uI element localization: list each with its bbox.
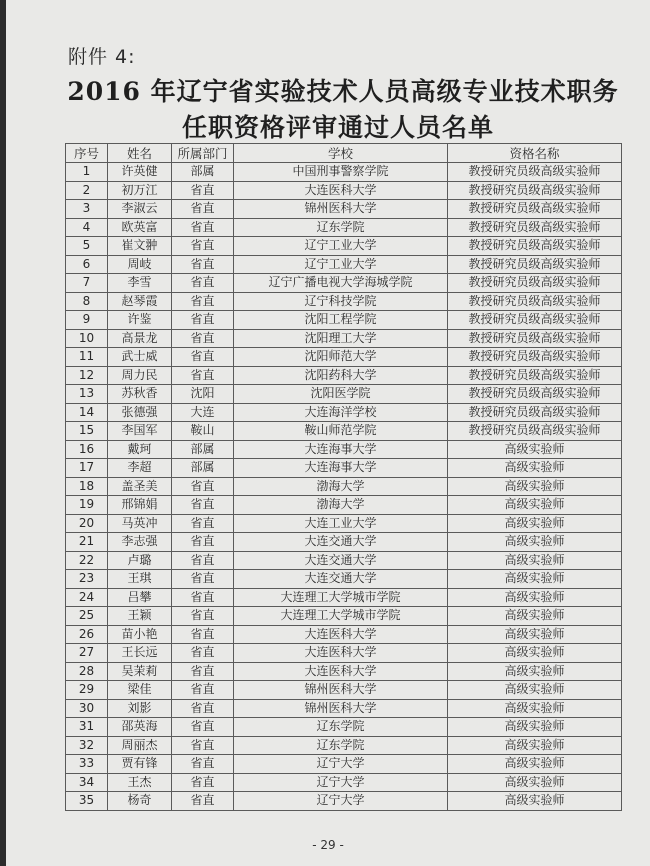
cell-dept: 省直 <box>172 237 234 256</box>
cell-dept: 省直 <box>172 255 234 274</box>
cell-name: 刘影 <box>108 699 172 718</box>
table-row <box>66 422 622 441</box>
cell-qualification: 教授研究员级高级实验师 <box>448 329 622 348</box>
cell-dept: 鞍山 <box>172 422 234 441</box>
cell-no: 15 <box>66 422 108 441</box>
cell-qualification: 教授研究员级高级实验师 <box>448 237 622 256</box>
cell-qualification: 高级实验师 <box>448 477 622 496</box>
cell-dept: 省直 <box>172 792 234 811</box>
cell-school: 锦州医科大学 <box>234 681 448 700</box>
cell-name: 盖圣美 <box>108 477 172 496</box>
cell-qualification: 高级实验师 <box>448 718 622 737</box>
cell-dept: 省直 <box>172 292 234 311</box>
cell-qualification: 教授研究员级高级实验师 <box>448 200 622 219</box>
cell-qualification: 教授研究员级高级实验师 <box>448 422 622 441</box>
table-row <box>66 292 622 311</box>
table-body <box>66 163 622 811</box>
cell-no: 21 <box>66 533 108 552</box>
cell-name: 李国军 <box>108 422 172 441</box>
cell-school: 沈阳理工大学 <box>234 329 448 348</box>
cell-name: 李雪 <box>108 274 172 293</box>
cell-name: 初万江 <box>108 181 172 200</box>
cell-no: 26 <box>66 625 108 644</box>
table-row <box>66 181 622 200</box>
header-dept: 所属部门 <box>172 144 234 163</box>
cell-name: 王琪 <box>108 570 172 589</box>
cell-name: 许英健 <box>108 163 172 182</box>
cell-dept: 省直 <box>172 477 234 496</box>
cell-dept: 省直 <box>172 736 234 755</box>
table-row <box>66 255 622 274</box>
cell-qualification: 高级实验师 <box>448 496 622 515</box>
cell-dept: 省直 <box>172 348 234 367</box>
table-row <box>66 514 622 533</box>
cell-dept: 部属 <box>172 163 234 182</box>
cell-qualification: 高级实验师 <box>448 773 622 792</box>
table-row <box>66 403 622 422</box>
cell-no: 24 <box>66 588 108 607</box>
cell-school: 辽宁大学 <box>234 755 448 774</box>
table-row <box>66 570 622 589</box>
cell-dept: 省直 <box>172 625 234 644</box>
cell-school: 沈阳医学院 <box>234 385 448 404</box>
cell-no: 32 <box>66 736 108 755</box>
cell-qualification: 高级实验师 <box>448 644 622 663</box>
table-row <box>66 496 622 515</box>
cell-school: 辽宁大学 <box>234 792 448 811</box>
cell-no: 29 <box>66 681 108 700</box>
cell-school: 大连医科大学 <box>234 625 448 644</box>
table-row <box>66 773 622 792</box>
cell-no: 16 <box>66 440 108 459</box>
cell-school: 大连海事大学 <box>234 459 448 478</box>
table-row <box>66 274 622 293</box>
cell-name: 卢璐 <box>108 551 172 570</box>
cell-name: 王长远 <box>108 644 172 663</box>
cell-name: 崔文翀 <box>108 237 172 256</box>
cell-name: 武士威 <box>108 348 172 367</box>
table-row <box>66 459 622 478</box>
cell-qualification: 高级实验师 <box>448 792 622 811</box>
page-number: - 29 - <box>312 838 344 852</box>
cell-school: 大连理工大学城市学院 <box>234 607 448 626</box>
cell-dept: 省直 <box>172 274 234 293</box>
cell-school: 大连交通大学 <box>234 533 448 552</box>
header-school: 学校 <box>234 144 448 163</box>
cell-dept: 省直 <box>172 755 234 774</box>
document-page <box>6 0 650 866</box>
document-title-line-1: 2016 年辽宁省实验技术人员高级专业技术职务 <box>67 77 619 106</box>
cell-qualification: 高级实验师 <box>448 699 622 718</box>
table-row <box>66 385 622 404</box>
table-row <box>66 218 622 237</box>
cell-name: 苏秋香 <box>108 385 172 404</box>
cell-school: 大连交通大学 <box>234 570 448 589</box>
cell-no: 22 <box>66 551 108 570</box>
cell-name: 周岐 <box>108 255 172 274</box>
cell-no: 35 <box>66 792 108 811</box>
cell-school: 辽宁工业大学 <box>234 255 448 274</box>
cell-school: 大连医科大学 <box>234 644 448 663</box>
cell-name: 李志强 <box>108 533 172 552</box>
table-row <box>66 625 622 644</box>
table-header-row <box>66 144 622 163</box>
cell-no: 4 <box>66 218 108 237</box>
table-row <box>66 237 622 256</box>
cell-qualification: 教授研究员级高级实验师 <box>448 163 622 182</box>
table-row <box>66 699 622 718</box>
cell-school: 辽东学院 <box>234 736 448 755</box>
table-row <box>66 644 622 663</box>
cell-name: 许鉴 <box>108 311 172 330</box>
cell-no: 6 <box>66 255 108 274</box>
cell-no: 25 <box>66 607 108 626</box>
cell-school: 辽宁大学 <box>234 773 448 792</box>
cell-school: 鞍山师范学院 <box>234 422 448 441</box>
attachment-label: 附件 4: <box>68 46 136 68</box>
cell-name: 贾有锋 <box>108 755 172 774</box>
cell-qualification: 高级实验师 <box>448 625 622 644</box>
cell-name: 马英冲 <box>108 514 172 533</box>
cell-no: 23 <box>66 570 108 589</box>
cell-no: 30 <box>66 699 108 718</box>
table-row <box>66 681 622 700</box>
cell-no: 9 <box>66 311 108 330</box>
cell-dept: 省直 <box>172 662 234 681</box>
cell-name: 欧英富 <box>108 218 172 237</box>
cell-dept: 省直 <box>172 200 234 219</box>
cell-school: 沈阳工程学院 <box>234 311 448 330</box>
cell-school: 辽东学院 <box>234 218 448 237</box>
cell-qualification: 高级实验师 <box>448 755 622 774</box>
cell-school: 沈阳师范大学 <box>234 348 448 367</box>
cell-no: 7 <box>66 274 108 293</box>
table-row <box>66 718 622 737</box>
table-row <box>66 662 622 681</box>
cell-no: 14 <box>66 403 108 422</box>
table-row <box>66 551 622 570</box>
cell-name: 王杰 <box>108 773 172 792</box>
header-no: 序号 <box>66 144 108 163</box>
cell-school: 大连医科大学 <box>234 181 448 200</box>
table-row <box>66 200 622 219</box>
cell-no: 5 <box>66 237 108 256</box>
cell-name: 邢锦娟 <box>108 496 172 515</box>
cell-qualification: 高级实验师 <box>448 570 622 589</box>
cell-school: 大连交通大学 <box>234 551 448 570</box>
cell-no: 3 <box>66 200 108 219</box>
cell-qualification: 高级实验师 <box>448 736 622 755</box>
table-row <box>66 533 622 552</box>
cell-qualification: 教授研究员级高级实验师 <box>448 385 622 404</box>
table-row <box>66 755 622 774</box>
cell-dept: 省直 <box>172 773 234 792</box>
cell-qualification: 教授研究员级高级实验师 <box>448 311 622 330</box>
cell-qualification: 教授研究员级高级实验师 <box>448 366 622 385</box>
cell-qualification: 高级实验师 <box>448 533 622 552</box>
cell-school: 中国刑事警察学院 <box>234 163 448 182</box>
cell-school: 辽东学院 <box>234 718 448 737</box>
cell-school: 辽宁工业大学 <box>234 237 448 256</box>
cell-dept: 省直 <box>172 329 234 348</box>
cell-qualification: 高级实验师 <box>448 588 622 607</box>
cell-dept: 省直 <box>172 718 234 737</box>
cell-no: 12 <box>66 366 108 385</box>
cell-qualification: 高级实验师 <box>448 551 622 570</box>
cell-name: 周力民 <box>108 366 172 385</box>
cell-name: 苗小艳 <box>108 625 172 644</box>
cell-qualification: 高级实验师 <box>448 440 622 459</box>
cell-school: 大连海洋学校 <box>234 403 448 422</box>
cell-dept: 省直 <box>172 533 234 552</box>
cell-qualification: 高级实验师 <box>448 459 622 478</box>
cell-no: 2 <box>66 181 108 200</box>
table-row <box>66 329 622 348</box>
cell-dept: 省直 <box>172 588 234 607</box>
table-row <box>66 792 622 811</box>
cell-no: 34 <box>66 773 108 792</box>
cell-name: 王颖 <box>108 607 172 626</box>
table-row <box>66 348 622 367</box>
cell-school: 大连海事大学 <box>234 440 448 459</box>
header-name: 姓名 <box>108 144 172 163</box>
cell-name: 赵琴霞 <box>108 292 172 311</box>
table-row <box>66 163 622 182</box>
cell-no: 19 <box>66 496 108 515</box>
cell-dept: 省直 <box>172 551 234 570</box>
table-row <box>66 588 622 607</box>
cell-qualification: 高级实验师 <box>448 514 622 533</box>
cell-no: 28 <box>66 662 108 681</box>
cell-dept: 省直 <box>172 607 234 626</box>
cell-no: 8 <box>66 292 108 311</box>
cell-no: 31 <box>66 718 108 737</box>
cell-qualification: 教授研究员级高级实验师 <box>448 274 622 293</box>
cell-no: 1 <box>66 163 108 182</box>
cell-dept: 省直 <box>172 699 234 718</box>
table-row <box>66 440 622 459</box>
table-row <box>66 736 622 755</box>
cell-school: 辽宁广播电视大学海城学院 <box>234 274 448 293</box>
cell-dept: 大连 <box>172 403 234 422</box>
cell-name: 周丽杰 <box>108 736 172 755</box>
cell-dept: 省直 <box>172 644 234 663</box>
table-row <box>66 366 622 385</box>
cell-dept: 省直 <box>172 496 234 515</box>
cell-name: 李淑云 <box>108 200 172 219</box>
cell-dept: 省直 <box>172 570 234 589</box>
cell-qualification: 高级实验师 <box>448 607 622 626</box>
cell-name: 戴珂 <box>108 440 172 459</box>
cell-name: 张德强 <box>108 403 172 422</box>
cell-school: 沈阳药科大学 <box>234 366 448 385</box>
cell-name: 邵英海 <box>108 718 172 737</box>
cell-dept: 部属 <box>172 459 234 478</box>
cell-dept: 省直 <box>172 218 234 237</box>
cell-school: 锦州医科大学 <box>234 200 448 219</box>
cell-school: 锦州医科大学 <box>234 699 448 718</box>
cell-qualification: 教授研究员级高级实验师 <box>448 292 622 311</box>
cell-qualification: 教授研究员级高级实验师 <box>448 181 622 200</box>
cell-name: 梁佳 <box>108 681 172 700</box>
cell-school: 渤海大学 <box>234 496 448 515</box>
cell-school: 大连工业大学 <box>234 514 448 533</box>
cell-school: 渤海大学 <box>234 477 448 496</box>
cell-no: 13 <box>66 385 108 404</box>
cell-name: 李超 <box>108 459 172 478</box>
cell-name: 杨奇 <box>108 792 172 811</box>
cell-dept: 省直 <box>172 311 234 330</box>
table-row <box>66 477 622 496</box>
table-row <box>66 607 622 626</box>
cell-school: 大连理工大学城市学院 <box>234 588 448 607</box>
cell-dept: 省直 <box>172 366 234 385</box>
cell-no: 18 <box>66 477 108 496</box>
cell-no: 11 <box>66 348 108 367</box>
cell-qualification: 教授研究员级高级实验师 <box>448 348 622 367</box>
header-qualification: 资格名称 <box>448 144 622 163</box>
cell-name: 高景龙 <box>108 329 172 348</box>
cell-name: 吕攀 <box>108 588 172 607</box>
cell-dept: 省直 <box>172 514 234 533</box>
cell-school: 辽宁科技学院 <box>234 292 448 311</box>
cell-no: 10 <box>66 329 108 348</box>
cell-dept: 沈阳 <box>172 385 234 404</box>
table-row <box>66 311 622 330</box>
cell-school: 大连医科大学 <box>234 662 448 681</box>
cell-no: 17 <box>66 459 108 478</box>
cell-qualification: 教授研究员级高级实验师 <box>448 255 622 274</box>
document-title-line-2: 任职资格评审通过人员名单 <box>181 113 494 142</box>
cell-dept: 部属 <box>172 440 234 459</box>
cell-no: 20 <box>66 514 108 533</box>
roster-table <box>65 143 622 811</box>
cell-qualification: 高级实验师 <box>448 681 622 700</box>
cell-name: 吴茉莉 <box>108 662 172 681</box>
cell-no: 33 <box>66 755 108 774</box>
cell-no: 27 <box>66 644 108 663</box>
cell-dept: 省直 <box>172 181 234 200</box>
cell-dept: 省直 <box>172 681 234 700</box>
cell-qualification: 高级实验师 <box>448 662 622 681</box>
cell-qualification: 教授研究员级高级实验师 <box>448 403 622 422</box>
cell-qualification: 教授研究员级高级实验师 <box>448 218 622 237</box>
